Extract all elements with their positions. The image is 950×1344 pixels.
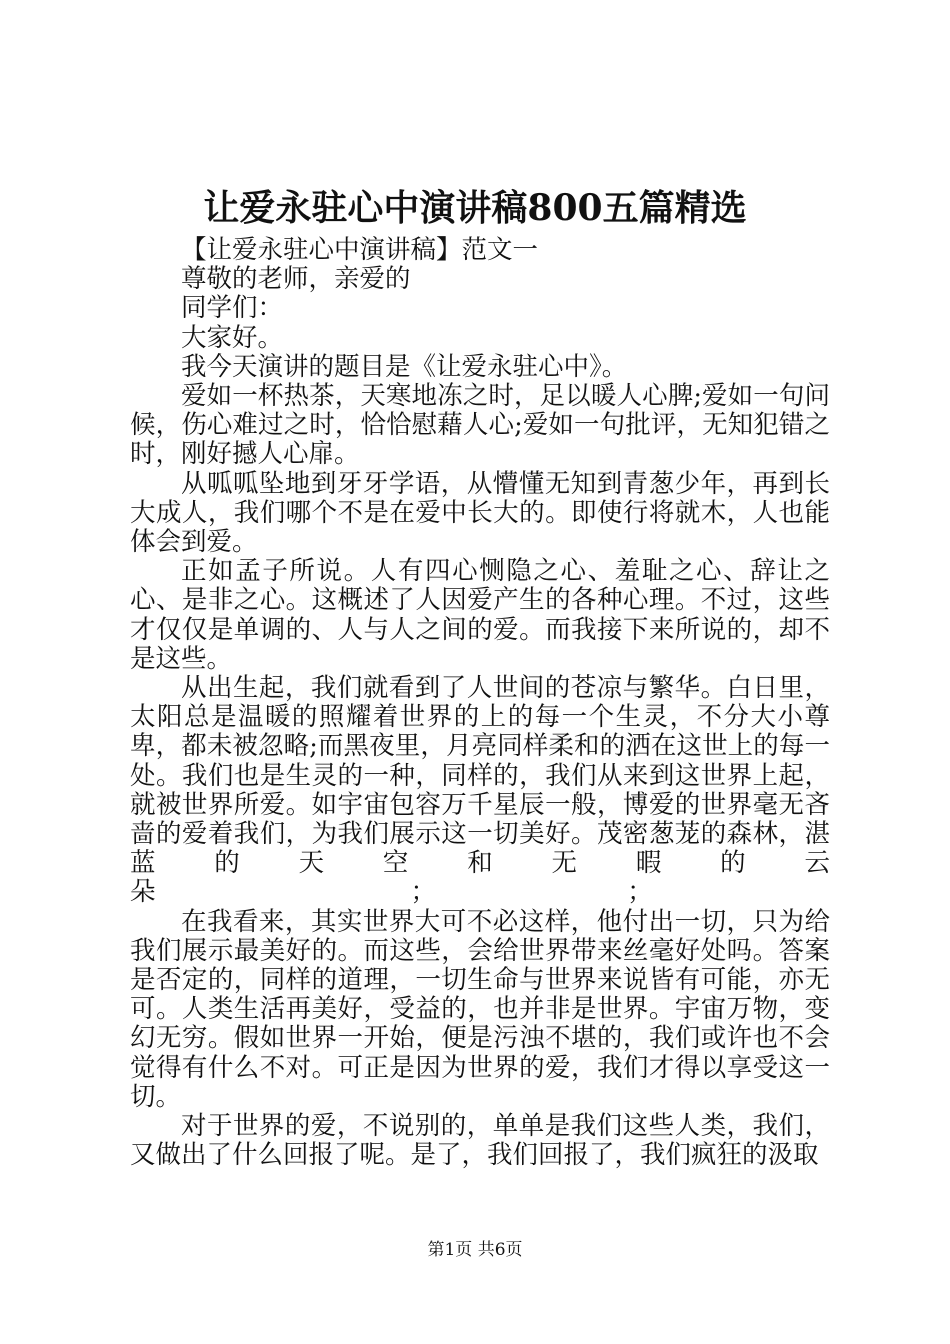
paragraph: 从呱呱坠地到牙牙学语，从懵懂无知到青葱少年，再到长大成人，我们哪个不是在爱中长大的。即使行将就木，人也能体会到爱。 — [130, 468, 830, 558]
page-footer: 第1页 共6页 — [427, 1240, 523, 1260]
paragraph: 在我看来，其实世界大可不必这样，他付出一切，只为给我们展示最美好的。而这些，会给世界带来丝毫好处吗。答案是否定的，同样的道理，一切生命与世界来说皆有可能，亦无可。人类生活再美好，受益的，也并非是世界。宇宙万物，变幻无穷。假如世界一开始，便是污浊不堪的，我们或许也不会觉得有什么不对。可正是因为世界的爱，我们才得以享受这一切。 — [130, 906, 830, 1112]
paragraph: 从出生起，我们就看到了人世间的苍凉与繁华。白日里，太阳总是温暖的照耀着世界的上的每一个生灵，不分大小尊卑，都未被忽略;而黑夜里，月亮同样柔和的洒在这世上的每一处。我们也是生灵的一种，同样的，我们从来到这世界上起，就被世界所爱。如宇宙包容万千星辰一般，博爱的世界毫无吝啬的爱着我们，为我们展示这一切美好。茂密葱茏的森林，湛蓝的天空和无暇的云朵 ； ； — [130, 673, 830, 908]
paragraph: 大家好。 — [181, 322, 284, 353]
paragraph: 【让爱永驻心中演讲稿】范文一 — [181, 235, 539, 265]
paragraph: 对于世界的爱，不说别的，单单是我们这些人类，我们，又做出了什么回报了呢。是了，我们回报了，我们疯狂的汲取 — [130, 1111, 830, 1171]
document-body — [130, 236, 830, 1171]
paragraph: 同学们： — [181, 293, 284, 324]
paragraph: 我今天演讲的题目是《让爱永驻心中》。 — [181, 351, 628, 382]
paragraph: 尊敬的老师，亲爱的 — [181, 264, 411, 295]
document-title: 让爱永驻心中演讲稿800五篇精选 — [203, 187, 747, 229]
paragraph: 正如孟子所说。人有四心恻隐之心、羞耻之心、辞让之心、是非之心。这概述了人因爱产生的各种心理。不过，这些才仅仅是单调的、人与人之间的爱。而我接下来所说的，却不是这些。 — [130, 556, 830, 674]
paragraph: 爱如一杯热茶，天寒地冻之时，足以暖人心脾;爱如一句问候，伤心难过之时，恰恰慰藉人心;爱如一句批评，无知犯错之时，刚好撼人心扉。 — [130, 381, 830, 470]
